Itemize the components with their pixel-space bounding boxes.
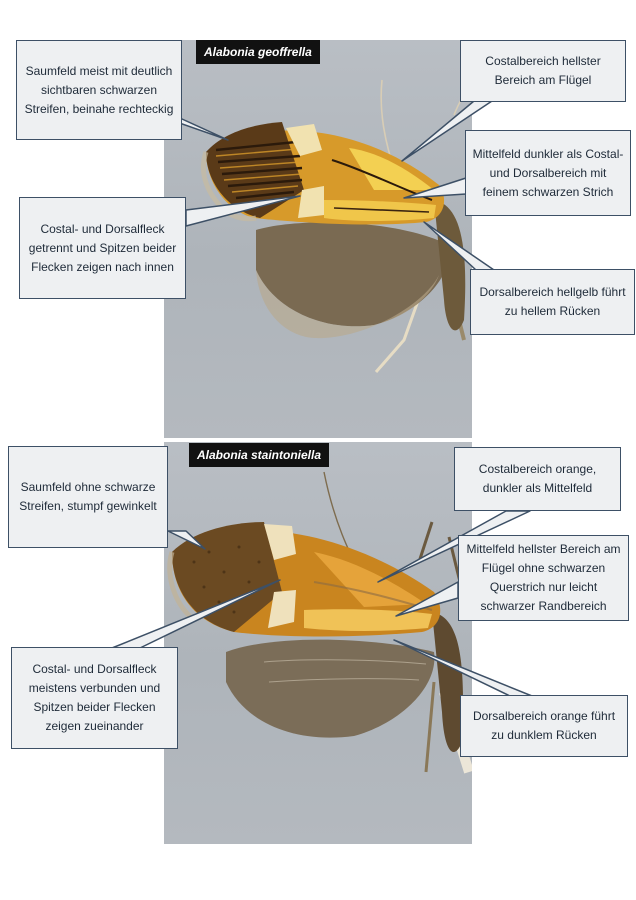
pointer-bottom-saumfeld [168, 531, 205, 549]
callout-top-costal-dorsal-fleck: Costal- und Dorsalfleck getrennt und Spitzen beider Flecken zeigen nach innen [19, 197, 186, 299]
pointer-bottom-mittelfeld [396, 582, 458, 616]
callout-bottom-mittelfeld: Mittelfeld hellster Bereich am Flügel ohne schwarzen Querstrich nur leicht schwarzer Randbereich [458, 535, 629, 621]
callout-top-costalbereich: Costalbereich hellster Bereich am Flügel [460, 40, 626, 102]
callout-top-mittelfeld: Mittelfeld dunkler als Costal- und Dorsalbereich mit feinem schwarzen Strich [465, 130, 631, 216]
callout-top-dorsalbereich: Dorsalbereich hellgelb führt zu hellem Rücken [470, 269, 635, 335]
callout-bottom-costal-dorsal-fleck: Costal- und Dorsalfleck meistens verbunden und Spitzen beider Flecken zeigen zueinander [11, 647, 178, 749]
callout-top-saumfeld: Saumfeld meist mit deutlich sichtbaren schwarzen Streifen, beinahe rechteckig [16, 40, 182, 140]
pointer-top-mittelfeld [404, 178, 466, 198]
pointer-bottom-fleck [112, 580, 280, 648]
callout-bottom-costalbereich: Costalbereich orange, dunkler als Mittelfeld [454, 447, 621, 511]
pointer-bottom-dorsalbereich [394, 640, 532, 696]
callout-bottom-dorsalbereich: Dorsalbereich orange führt zu dunklem Rücken [460, 695, 628, 757]
pointer-top-fleck [186, 196, 300, 226]
species-label-geoffrella: Alabonia geoffrella [196, 40, 320, 64]
pointer-top-dorsalbereich [424, 222, 494, 270]
callout-bottom-saumfeld: Saumfeld ohne schwarze Streifen, stumpf gewinkelt [8, 446, 168, 548]
species-label-staintoniella: Alabonia staintoniella [189, 443, 329, 467]
